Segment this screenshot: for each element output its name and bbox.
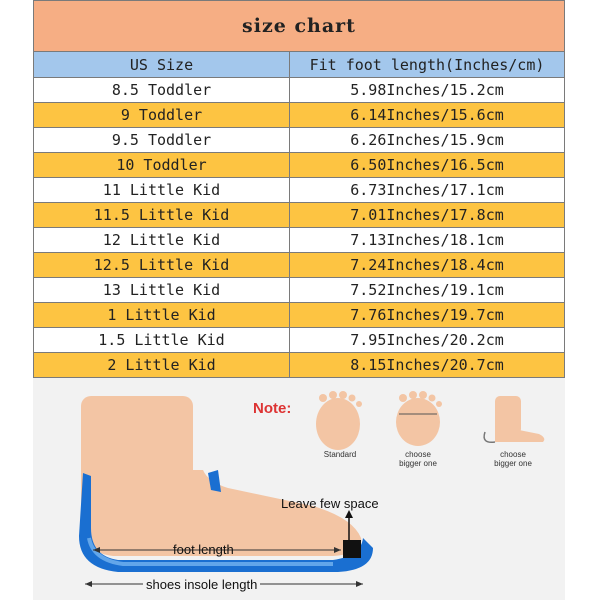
foot-length-label: foot length [173, 542, 234, 557]
side-foot-icon [484, 396, 544, 442]
table-row [33, 353, 565, 378]
leave-space-label: Leave few space [281, 496, 379, 511]
table-row [33, 153, 565, 178]
foot-length-cell: 7.52Inches/19.1cm [350, 281, 504, 299]
foot-length-cell: 6.26Inches/15.9cm [350, 131, 504, 149]
table-row [33, 303, 565, 328]
us-size-cell: 2 Little Kid [34, 353, 290, 377]
table-row [33, 178, 565, 203]
foot-length-cell: 7.95Inches/20.2cm [350, 331, 504, 349]
insole-length-label: shoes insole length [143, 577, 260, 592]
foot-length-cell: 7.13Inches/18.1cm [350, 231, 504, 249]
measurement-illustration [33, 378, 565, 600]
chart-title: size chart [33, 0, 565, 51]
header-foot-length: Fit foot length(Inches/cm) [309, 55, 545, 74]
caption-bigger-one-2: choose bigger one [494, 450, 532, 468]
table-row [33, 203, 565, 228]
table-row [33, 103, 565, 128]
us-size-cell: 9.5 Toddler [34, 128, 290, 152]
table-body [33, 78, 565, 378]
caption-bigger-one-1: choose bigger one [399, 450, 437, 468]
caption-standard: Standard [323, 450, 357, 459]
table-row [33, 278, 565, 303]
foot-length-cell: 7.01Inches/17.8cm [350, 206, 504, 224]
table-row [33, 328, 565, 353]
table-row [33, 128, 565, 153]
standard-foot-icon [316, 391, 362, 450]
foot-length-cell: 6.14Inches/15.6cm [350, 106, 504, 124]
foot-length-cell: 6.50Inches/16.5cm [350, 156, 504, 174]
us-size-cell: 8.5 Toddler [34, 78, 290, 102]
foot-length-cell: 7.24Inches/18.4cm [350, 256, 504, 274]
table-row [33, 253, 565, 278]
us-size-cell: 12 Little Kid [34, 228, 290, 252]
us-size-cell: 9 Toddler [34, 103, 290, 127]
us-size-cell: 1.5 Little Kid [34, 328, 290, 352]
foot-length-cell: 7.76Inches/19.7cm [350, 306, 504, 324]
us-size-cell: 12.5 Little Kid [34, 253, 290, 277]
bigger-one-foot-icon [396, 391, 442, 446]
table-row [33, 78, 565, 103]
note-label: Note: [253, 400, 292, 417]
table-row [33, 228, 565, 253]
foot-length-cell: 5.98Inches/15.2cm [350, 81, 504, 99]
us-size-cell: 1 Little Kid [34, 303, 290, 327]
us-size-cell: 10 Toddler [34, 153, 290, 177]
size-chart-table [33, 0, 565, 378]
header-us-size: US Size [34, 52, 290, 77]
foot-length-cell: 8.15Inches/20.7cm [350, 356, 504, 374]
table-header [33, 51, 565, 78]
us-size-cell: 11 Little Kid [34, 178, 290, 202]
foot-length-cell: 6.73Inches/17.1cm [350, 181, 504, 199]
us-size-cell: 13 Little Kid [34, 278, 290, 302]
us-size-cell: 11.5 Little Kid [34, 203, 290, 227]
